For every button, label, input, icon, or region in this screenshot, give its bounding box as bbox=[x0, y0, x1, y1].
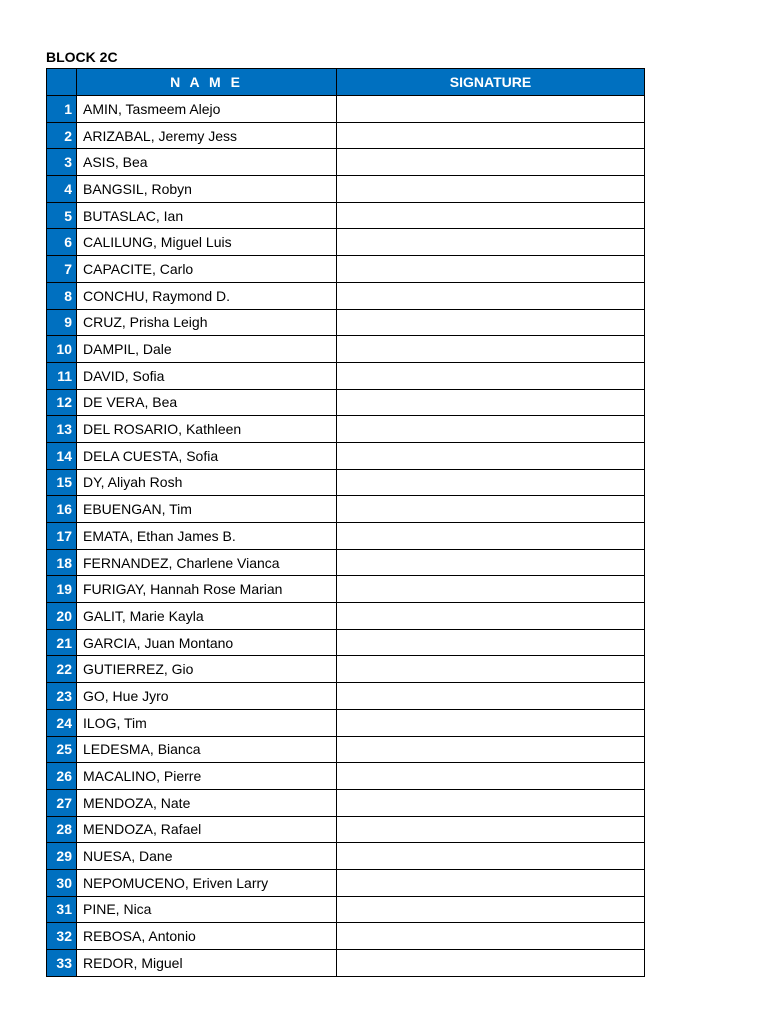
signature-cell[interactable] bbox=[337, 923, 645, 950]
signature-cell[interactable] bbox=[337, 896, 645, 923]
signature-cell[interactable] bbox=[337, 416, 645, 443]
table-row bbox=[47, 763, 645, 790]
table-row bbox=[47, 843, 645, 870]
table-row bbox=[47, 96, 645, 123]
student-name: LEDESMA, Bianca bbox=[77, 736, 337, 763]
student-name: EBUENGAN, Tim bbox=[77, 496, 337, 523]
signature-cell[interactable] bbox=[337, 629, 645, 656]
table-row bbox=[47, 176, 645, 203]
table-row bbox=[47, 389, 645, 416]
table-row bbox=[47, 603, 645, 630]
block-title: BLOCK 2C bbox=[46, 49, 118, 65]
student-name: CRUZ, Prisha Leigh bbox=[77, 309, 337, 336]
table-row bbox=[47, 282, 645, 309]
student-name: REDOR, Miguel bbox=[77, 950, 337, 977]
table-row bbox=[47, 229, 645, 256]
row-number: 20 bbox=[47, 603, 77, 630]
table-row bbox=[47, 202, 645, 229]
header-signature: SIGNATURE bbox=[337, 69, 645, 96]
row-number: 1 bbox=[47, 96, 77, 123]
row-number: 13 bbox=[47, 416, 77, 443]
student-name: GO, Hue Jyro bbox=[77, 683, 337, 710]
row-number: 15 bbox=[47, 469, 77, 496]
student-name: GALIT, Marie Kayla bbox=[77, 603, 337, 630]
signature-cell[interactable] bbox=[337, 843, 645, 870]
table-row bbox=[47, 789, 645, 816]
student-name: GARCIA, Juan Montano bbox=[77, 629, 337, 656]
row-number: 19 bbox=[47, 576, 77, 603]
signature-cell[interactable] bbox=[337, 122, 645, 149]
table-row bbox=[47, 923, 645, 950]
table-row bbox=[47, 629, 645, 656]
table-row bbox=[47, 469, 645, 496]
student-name: FURIGAY, Hannah Rose Marian bbox=[77, 576, 337, 603]
student-name: FERNANDEZ, Charlene Vianca bbox=[77, 549, 337, 576]
table-row bbox=[47, 896, 645, 923]
table-header-row bbox=[47, 69, 645, 96]
row-number: 5 bbox=[47, 202, 77, 229]
table-row bbox=[47, 336, 645, 363]
table-row bbox=[47, 709, 645, 736]
signature-cell[interactable] bbox=[337, 683, 645, 710]
row-number: 9 bbox=[47, 309, 77, 336]
table-row bbox=[47, 683, 645, 710]
signature-cell[interactable] bbox=[337, 442, 645, 469]
student-name: MACALINO, Pierre bbox=[77, 763, 337, 790]
student-name: REBOSA, Antonio bbox=[77, 923, 337, 950]
row-number: 33 bbox=[47, 950, 77, 977]
row-number: 2 bbox=[47, 122, 77, 149]
signature-cell[interactable] bbox=[337, 709, 645, 736]
row-number: 26 bbox=[47, 763, 77, 790]
table-row bbox=[47, 149, 645, 176]
student-name: MENDOZA, Rafael bbox=[77, 816, 337, 843]
table-row bbox=[47, 816, 645, 843]
student-name: CONCHU, Raymond D. bbox=[77, 282, 337, 309]
student-name: NUESA, Dane bbox=[77, 843, 337, 870]
student-name: DEL ROSARIO, Kathleen bbox=[77, 416, 337, 443]
table-row bbox=[47, 442, 645, 469]
table-row bbox=[47, 309, 645, 336]
header-name: N A M E bbox=[77, 69, 337, 96]
signature-cell[interactable] bbox=[337, 789, 645, 816]
signature-cell[interactable] bbox=[337, 950, 645, 977]
signature-cell[interactable] bbox=[337, 229, 645, 256]
table-row bbox=[47, 416, 645, 443]
table-row bbox=[47, 496, 645, 523]
row-number: 3 bbox=[47, 149, 77, 176]
signature-cell[interactable] bbox=[337, 202, 645, 229]
table-row bbox=[47, 549, 645, 576]
row-number: 29 bbox=[47, 843, 77, 870]
row-number: 11 bbox=[47, 362, 77, 389]
signature-cell[interactable] bbox=[337, 469, 645, 496]
row-number: 14 bbox=[47, 442, 77, 469]
signature-cell[interactable] bbox=[337, 576, 645, 603]
signature-cell[interactable] bbox=[337, 603, 645, 630]
table-row bbox=[47, 576, 645, 603]
row-number: 18 bbox=[47, 549, 77, 576]
student-name: BANGSIL, Robyn bbox=[77, 176, 337, 203]
row-number: 4 bbox=[47, 176, 77, 203]
signature-cell[interactable] bbox=[337, 176, 645, 203]
row-number: 22 bbox=[47, 656, 77, 683]
student-name: GUTIERREZ, Gio bbox=[77, 656, 337, 683]
student-name: EMATA, Ethan James B. bbox=[77, 523, 337, 550]
header-number bbox=[47, 69, 77, 96]
student-name: NEPOMUCENO, Eriven Larry bbox=[77, 869, 337, 896]
table-row bbox=[47, 656, 645, 683]
student-name: CAPACITE, Carlo bbox=[77, 256, 337, 283]
row-number: 31 bbox=[47, 896, 77, 923]
student-name: DAVID, Sofia bbox=[77, 362, 337, 389]
row-number: 23 bbox=[47, 683, 77, 710]
table-row bbox=[47, 869, 645, 896]
student-name: DAMPIL, Dale bbox=[77, 336, 337, 363]
signature-cell[interactable] bbox=[337, 309, 645, 336]
table-row bbox=[47, 362, 645, 389]
table-row bbox=[47, 523, 645, 550]
row-number: 24 bbox=[47, 709, 77, 736]
row-number: 6 bbox=[47, 229, 77, 256]
student-name: CALILUNG, Miguel Luis bbox=[77, 229, 337, 256]
row-number: 16 bbox=[47, 496, 77, 523]
table-row bbox=[47, 736, 645, 763]
attendance-table bbox=[46, 68, 645, 977]
table-row bbox=[47, 256, 645, 283]
student-name: AMIN, Tasmeem Alejo bbox=[77, 96, 337, 123]
signature-cell[interactable] bbox=[337, 362, 645, 389]
student-name: ASIS, Bea bbox=[77, 149, 337, 176]
signature-cell[interactable] bbox=[337, 736, 645, 763]
row-number: 8 bbox=[47, 282, 77, 309]
student-name: DE VERA, Bea bbox=[77, 389, 337, 416]
signature-cell[interactable] bbox=[337, 389, 645, 416]
student-name: PINE, Nica bbox=[77, 896, 337, 923]
signature-cell[interactable] bbox=[337, 496, 645, 523]
signature-cell[interactable] bbox=[337, 523, 645, 550]
signature-cell[interactable] bbox=[337, 96, 645, 123]
student-name: DELA CUESTA, Sofia bbox=[77, 442, 337, 469]
row-number: 12 bbox=[47, 389, 77, 416]
row-number: 30 bbox=[47, 869, 77, 896]
row-number: 21 bbox=[47, 629, 77, 656]
signature-cell[interactable] bbox=[337, 869, 645, 896]
row-number: 28 bbox=[47, 816, 77, 843]
signature-cell[interactable] bbox=[337, 282, 645, 309]
row-number: 32 bbox=[47, 923, 77, 950]
row-number: 10 bbox=[47, 336, 77, 363]
table-body bbox=[47, 96, 645, 977]
signature-cell[interactable] bbox=[337, 256, 645, 283]
student-name: ARIZABAL, Jeremy Jess bbox=[77, 122, 337, 149]
signature-cell[interactable] bbox=[337, 816, 645, 843]
student-name: BUTASLAC, Ian bbox=[77, 202, 337, 229]
student-name: DY, Aliyah Rosh bbox=[77, 469, 337, 496]
signature-cell[interactable] bbox=[337, 149, 645, 176]
signature-cell[interactable] bbox=[337, 656, 645, 683]
student-name: ILOG, Tim bbox=[77, 709, 337, 736]
row-number: 27 bbox=[47, 789, 77, 816]
row-number: 17 bbox=[47, 523, 77, 550]
student-name: MENDOZA, Nate bbox=[77, 789, 337, 816]
row-number: 25 bbox=[47, 736, 77, 763]
signature-cell[interactable] bbox=[337, 763, 645, 790]
table-row bbox=[47, 122, 645, 149]
signature-cell[interactable] bbox=[337, 336, 645, 363]
row-number: 7 bbox=[47, 256, 77, 283]
table-row bbox=[47, 950, 645, 977]
signature-cell[interactable] bbox=[337, 549, 645, 576]
